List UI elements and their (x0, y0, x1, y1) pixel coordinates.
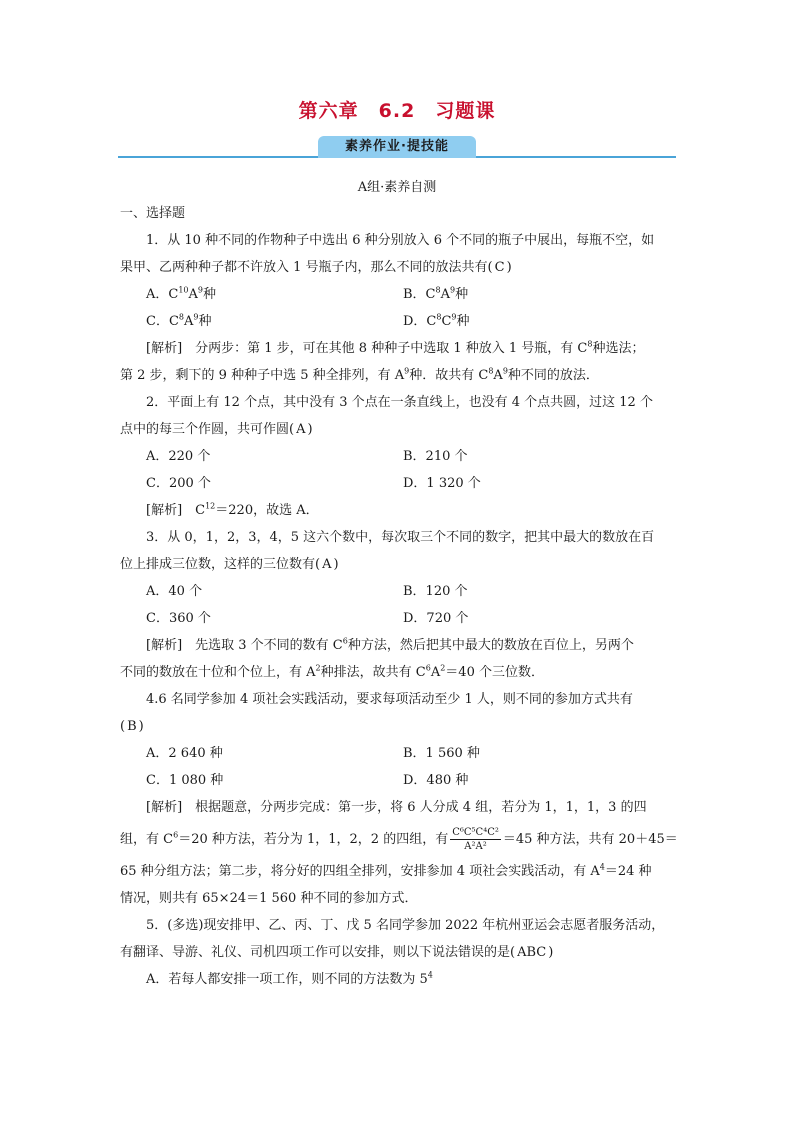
question-1-options-row-1 (120, 281, 676, 308)
question-2-stem-line-1: 2．平面上有 12 个点，其中没有 3 个点在一条直线上，也没有 4 个点共圆，过这 12 个 (146, 395, 653, 410)
question-1-option-d: D．$C^8C^9$种 (403, 312, 470, 329)
question-3-analysis-line-2: 不同的数放在十位和个位上，有 $A^2$种排法，故共有 $C^6A^2=40$ 个三位数． (120, 663, 544, 680)
question-3-options-row-1 (120, 578, 676, 605)
question-5-option-a: A．若每人都安排一项工作，则不同的方法数为 $5^4$ (146, 970, 433, 987)
question-3-analysis-line-1: [解析] 先选取 3 个不同的数有 $C^6$种方法，然后把其中最大的数放在百位上，另两个 (146, 636, 634, 653)
question-2-answer: A (296, 422, 306, 437)
question-3-option-d: D．720 个 (403, 611, 469, 626)
question-1-stem-line-1: 1．从 10 种不同的作物种子中选出 6 种分别放入 6 个不同的瓶子中展出，每瓶不空，如 (146, 233, 655, 248)
question-4-option-d: D．480 种 (403, 773, 469, 788)
question-3-option-a: A．40 个 (146, 584, 203, 599)
question-1-answer: C (494, 260, 505, 275)
section-heading: 一、选择题 (120, 206, 186, 221)
question-4-analysis-line-4: 情况，则共有 65×24＝1 560 种不同的参加方式． (120, 891, 418, 906)
fraction-expression: $\frac{\text{C⁶C⁵C⁴C²}}{\text{A²A²}}$ (452, 827, 499, 852)
question-4-options-row-1 (120, 740, 676, 767)
question-4-stem-line-2: ( B ) (120, 713, 676, 740)
question-2-option-b: B．210 个 (403, 449, 468, 464)
question-2-option-c: C．200 个 (146, 476, 211, 491)
page-title: 第六章 6.2 习题课 (298, 100, 496, 122)
question-2-option-a: A．220 个 (146, 449, 211, 464)
question-1-analysis-line-2: 第 2 步，剩下的 9 种种子中选 5 种全排列，有 $A^9$种．故共有 $C^8A^9$种不同的放法． (120, 366, 599, 383)
question-2-option-d: D．1 320 个 (403, 476, 481, 491)
question-4-analysis-line-2: 组，有 $C^6=20$ 种方法，若分为 1，1，2，2 的四组，有 $\frac{\text{C⁶C⁵C⁴C²}}{\text{A²A²}}$ ＝45 种方法，共有 20＋45＝ (120, 827, 678, 852)
question-5-stem-line-2: 有翻译、导游、礼仪、司机四项工作可以安排，则以下说法错误的是( ABC ) (120, 939, 676, 966)
section-banner: 素养作业·提技能 (318, 136, 476, 158)
question-2-analysis: [解析] $C^{12}=220$，故选 A． (146, 501, 319, 518)
group-title: A组·素养自测 (357, 180, 437, 195)
question-1-option-c: C．$C^8A^9$种 (146, 312, 212, 329)
question-4-answer: B (127, 719, 137, 734)
question-4-analysis-line-3: 65 种分组方法；第二步，将分好的四组全排列，安排参加 4 项社会实践活动，有 $A^4=24$ 种 (120, 862, 652, 879)
question-content (120, 200, 676, 993)
question-4-options-row-2 (120, 767, 676, 794)
question-1-analysis-line-1: [解析] 分两步：第 1 步，可在其他 8 种种子中选取 1 种放入 1 号瓶，有 $C^8$种选法； (146, 339, 645, 356)
question-2-options-row-2 (120, 470, 676, 497)
question-4-stem-line-1: 4.6 名同学参加 4 项社会实践活动，要求每项活动至少 1 人，则不同的参加方式共有 (146, 692, 633, 707)
question-1-options-row-2 (120, 308, 676, 335)
question-2-stem-line-2: 点中的每三个作圆，共可作圆( A ) (120, 416, 676, 443)
question-3-stem-line-1: 3．从 0，1，2，3，4，5 这六个数中，每次取三个不同的数字，把其中最大的数放在百 (146, 530, 655, 545)
question-3-answer: A (322, 557, 332, 572)
question-5-answer: ABC (517, 945, 547, 960)
question-1-stem-line-2: 果甲、乙两种种子都不许放入 1 号瓶子内，那么不同的放法共有( C ) (120, 254, 676, 281)
question-4-option-c: C．1 080 种 (146, 773, 224, 788)
question-1-option-b: B．$C^8A^9$种 (403, 285, 469, 302)
question-4-analysis-line-1: [解析] 根据题意，分两步完成：第一步，将 6 人分成 4 组，若分为 1，1，1，3 的四 (146, 800, 647, 815)
question-3-stem-line-2: 位上排成三位数，这样的三位数有( A ) (120, 551, 676, 578)
question-3-options-row-2 (120, 605, 676, 632)
question-5-stem-line-1: 5．(多选)现安排甲、乙、丙、丁、戊 5 名同学参加 2022 年杭州亚运会志愿者服务活动， (146, 918, 665, 933)
question-4-option-b: B．1 560 种 (403, 746, 480, 761)
question-3-option-b: B．120 个 (403, 584, 468, 599)
question-1-option-a: A．$C^{10}A^9$种 (146, 285, 217, 302)
question-4-option-a: A．2 640 种 (146, 746, 223, 761)
question-3-option-c: C．360 个 (146, 611, 211, 626)
question-2-options-row-1 (120, 443, 676, 470)
